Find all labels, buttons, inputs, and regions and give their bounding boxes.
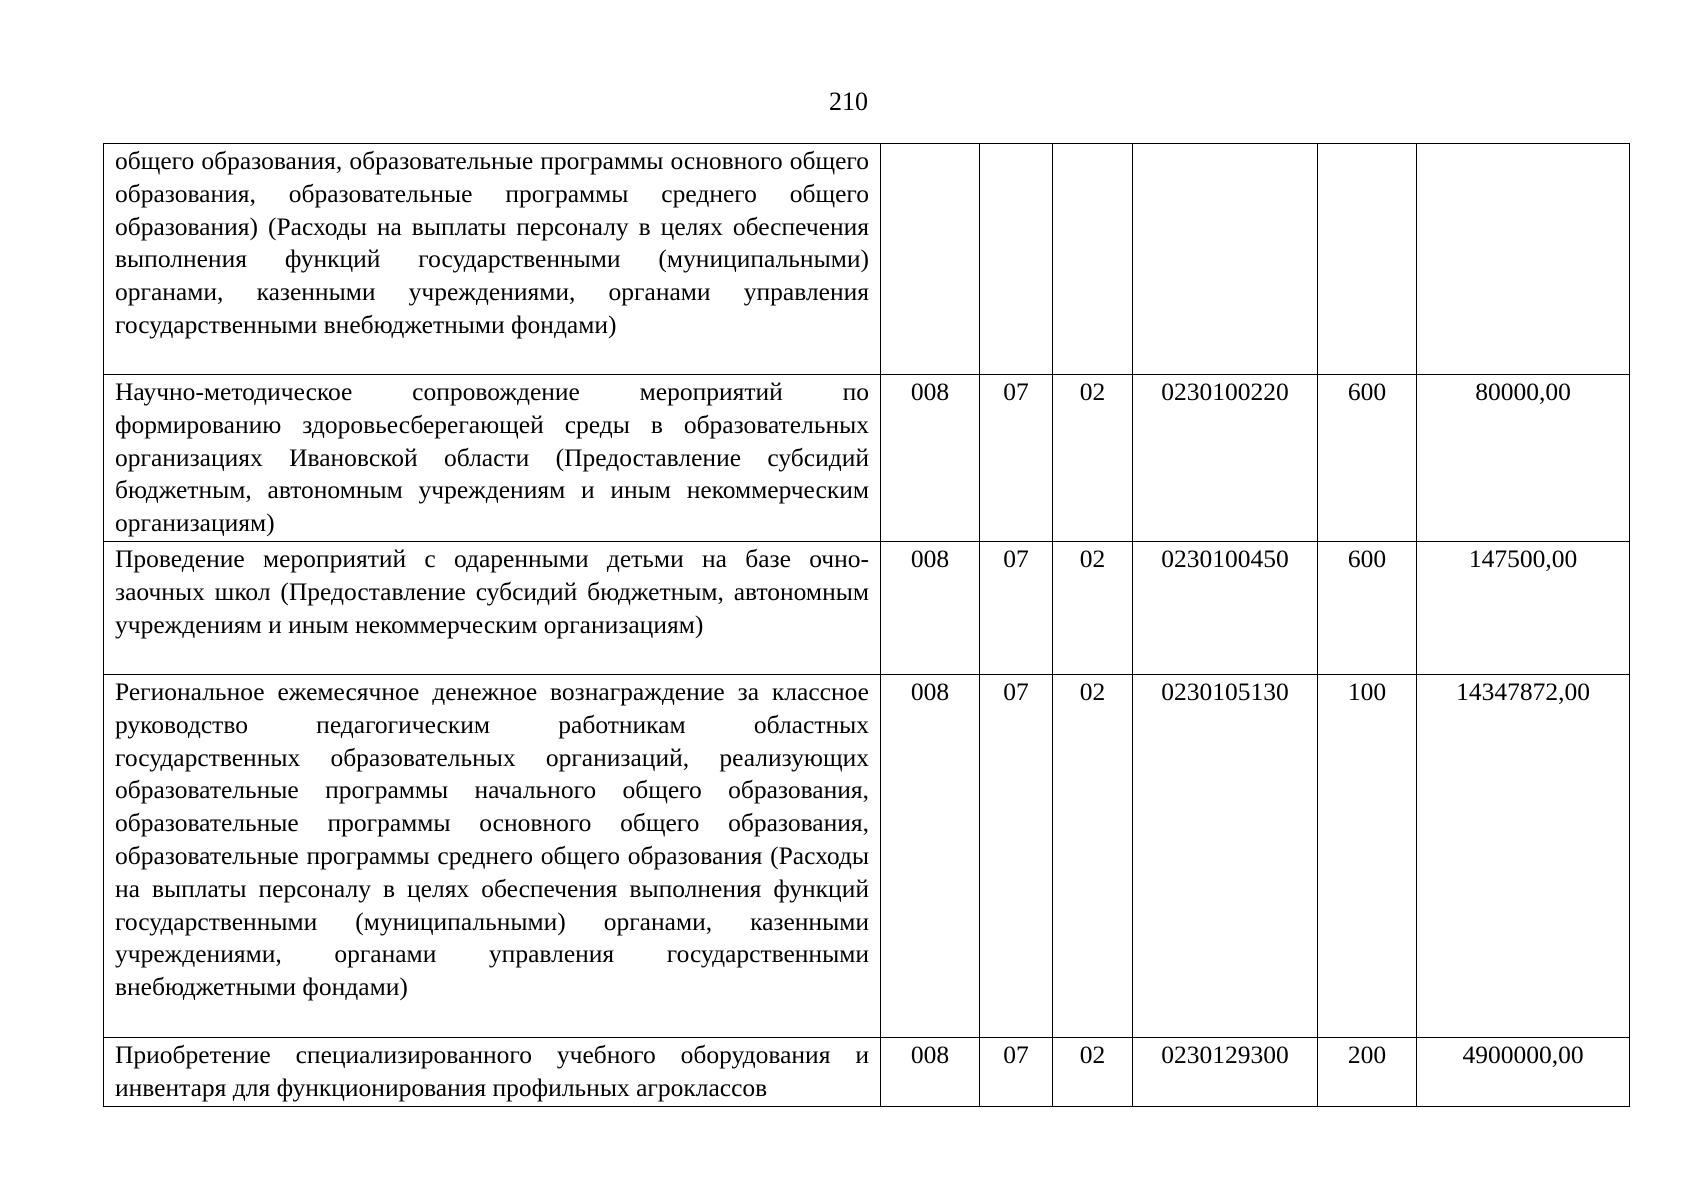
section-code: 07 [980,541,1053,674]
subsection-code: 02 [1053,375,1133,542]
table-row [104,541,1630,674]
table-row [104,674,1630,1037]
expense-type-code: 100 [1318,674,1417,1037]
expense-type-code: 600 [1318,375,1417,542]
expense-type-code: 200 [1318,1037,1417,1106]
row-description: Приобретение специализированного учебного оборудования и инвентаря для функционирования профильных агроклассов [104,1037,881,1106]
subsection-code [1053,144,1133,375]
amount [1417,144,1630,375]
subsection-code: 02 [1053,541,1133,674]
subsection-code: 02 [1053,674,1133,1037]
row-description: Научно-методическое сопровождение мероприятий по формированию здоровьесберегающей среды в образовательных организациях Ивановской области (Предоставление субсидий бюджетным, автономным учреждениям и иным некоммерческим организациям) [104,375,881,542]
ministry-code: 008 [881,674,980,1037]
ministry-code: 008 [881,541,980,674]
row-description: общего образования, образовательные программы основного общего образования, образовательные программы среднего общего образования) (Расходы на выплаты персоналу в целях обеспечения выполнения функций государственными (муниципальными) органами, казенными учреждениями, органами управления государственными внебюджетными фондами) [104,144,881,375]
expense-type-code [1318,144,1417,375]
subsection-code: 02 [1053,1037,1133,1106]
section-code: 07 [980,375,1053,542]
ministry-code: 008 [881,1037,980,1106]
expense-type-code: 600 [1318,541,1417,674]
target-article-code [1133,144,1318,375]
ministry-code [881,144,980,375]
target-article-code: 0230105130 [1133,674,1318,1037]
table-row [104,1037,1630,1106]
amount: 80000,00 [1417,375,1630,542]
table-row [104,144,1630,375]
section-code: 07 [980,1037,1053,1106]
amount: 14347872,00 [1417,674,1630,1037]
target-article-code: 0230129300 [1133,1037,1318,1106]
section-code [980,144,1053,375]
amount: 4900000,00 [1417,1037,1630,1106]
page-number: 210 [829,87,868,116]
row-description: Проведение мероприятий с одаренными детьми на базе очно-заочных школ (Предоставление субсидий бюджетным, автономным учреждениям и иным некоммерческим организациям) [104,541,881,674]
target-article-code: 0230100220 [1133,375,1318,542]
section-code: 07 [980,674,1053,1037]
table-row [104,375,1630,542]
ministry-code: 008 [881,375,980,542]
budget-table [103,143,1630,1107]
row-description: Региональное ежемесячное денежное вознаграждение за классное руководство педагогическим работникам областных государственных образовательных организаций, реализующих образовательные программы начального общего образования, образовательные программы основного общего образования, образовательные программы среднего общего образования (Расходы на выплаты персоналу в целях обеспечения выполнения функций государственными (муниципальными) органами, казенными учреждениями, органами управления государственными внебюджетными фондами) [104,674,881,1037]
target-article-code: 0230100450 [1133,541,1318,674]
amount: 147500,00 [1417,541,1630,674]
